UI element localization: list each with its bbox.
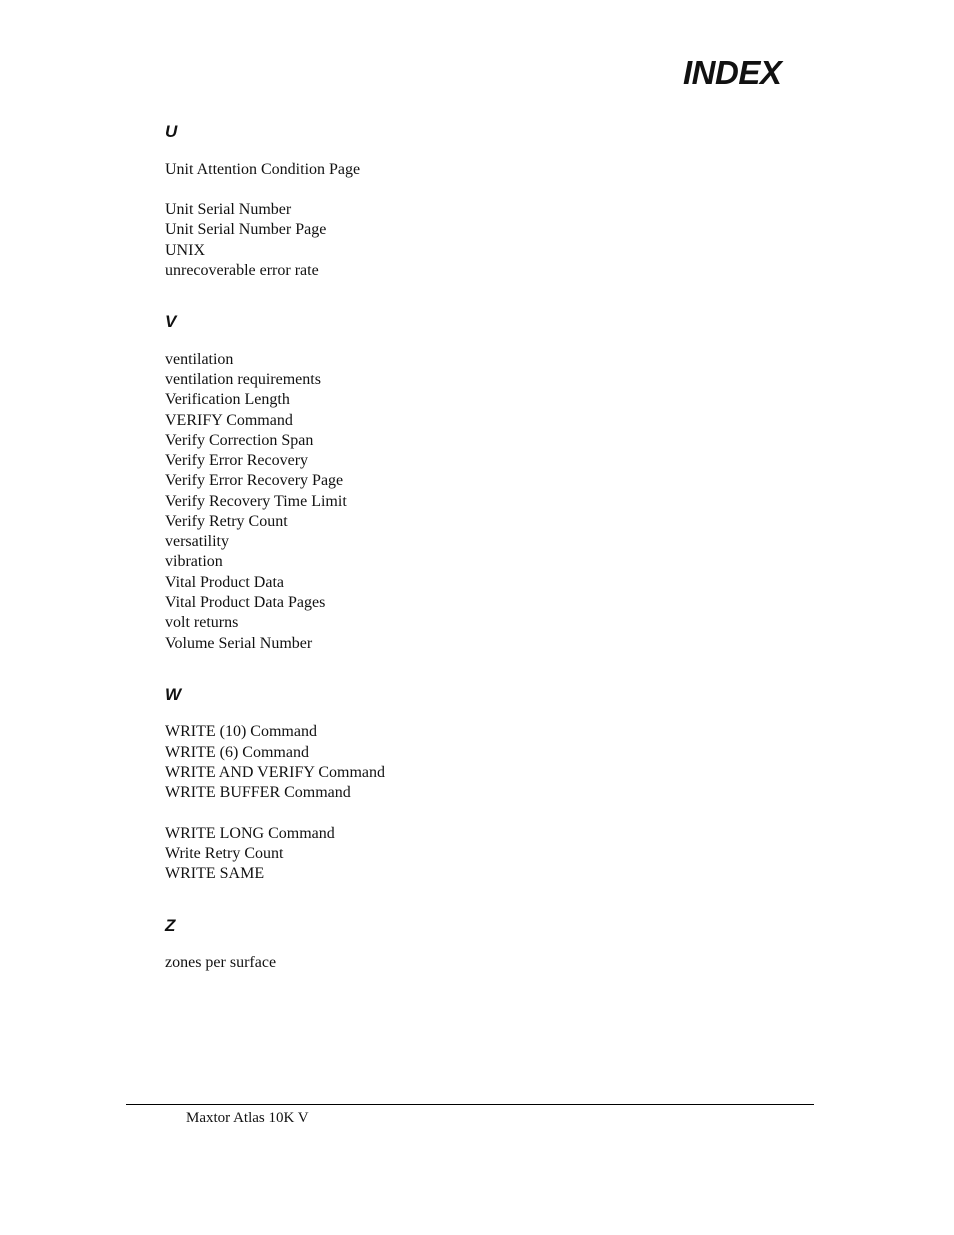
index-entry: Vital Product Data Pages: [165, 594, 326, 611]
footer-text: Maxtor Atlas 10K V: [186, 1110, 309, 1126]
index-entry: Verify Error Recovery Page: [165, 472, 344, 489]
index-entry: WRITE (10) Command: [165, 723, 317, 740]
index-entry: Verify Recovery Time Limit: [165, 493, 347, 510]
index-entry: zones per surface: [165, 954, 277, 971]
section-letter-z: Z: [165, 916, 176, 935]
index-entry: Unit Serial Number Page: [165, 221, 327, 238]
index-entry: Write Retry Count: [165, 845, 284, 862]
section-letter-v: V: [165, 312, 177, 331]
index-entry: WRITE AND VERIFY Command: [165, 764, 385, 781]
index-entry: volt returns: [165, 614, 239, 631]
index-entry: VERIFY Command: [165, 412, 293, 429]
index-entry: Verification Length: [165, 391, 290, 408]
index-entry: UNIX: [165, 242, 205, 259]
index-entry: ventilation requirements: [165, 371, 321, 388]
index-entry: Verify Error Recovery: [165, 452, 309, 469]
index-entry: ventilation: [165, 351, 234, 368]
index-entry: versatility: [165, 533, 229, 550]
index-entry: Verify Retry Count: [165, 513, 288, 530]
index-entry: WRITE (6) Command: [165, 744, 309, 761]
index-entry: Volume Serial Number: [165, 635, 313, 652]
index-entry: Unit Serial Number: [165, 201, 292, 218]
index-entry: Vital Product Data: [165, 574, 285, 591]
index-entry: Verify Correction Span: [165, 432, 314, 449]
section-letter-u: U: [165, 122, 178, 141]
index-entry: unrecoverable error rate: [165, 262, 319, 279]
index-entry: WRITE SAME: [165, 865, 265, 882]
index-entry: WRITE BUFFER Command: [165, 784, 351, 801]
index-entry: vibration: [165, 553, 223, 570]
footer-rule: [126, 1104, 814, 1105]
page-title: INDEX: [683, 54, 782, 91]
index-entry: WRITE LONG Command: [165, 825, 335, 842]
index-entry: Unit Attention Condition Page: [165, 161, 361, 178]
section-letter-w: W: [165, 685, 182, 704]
